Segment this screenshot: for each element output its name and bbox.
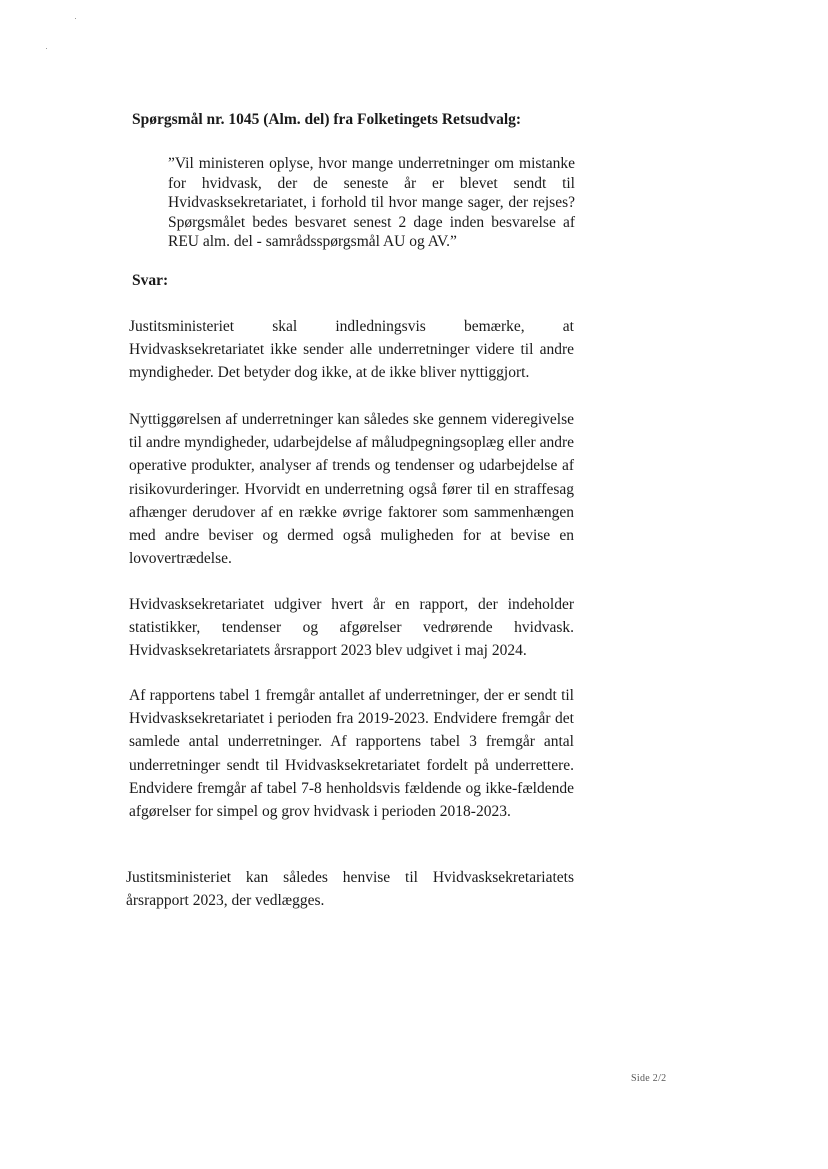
answer-paragraph: Hvidvasksekretariatet udgiver hvert år en rapport, der indeholder statistikker, tendenser og afgørelser vedrørende hvidvask. Hvidvasksekretariatets årsrapport 2023 blev udgivet i maj 2024. bbox=[129, 596, 574, 660]
answer-label: Svar: bbox=[132, 272, 169, 289]
page-number: Side 2/2 bbox=[631, 1073, 667, 1084]
answer-paragraph: Justitsministeriet kan således henvise til Hvidvasksekretariatets årsrapport 2023, der vedlægges. bbox=[126, 869, 574, 910]
answer-paragraph: Af rapportens tabel 1 fremgår antallet af underretninger, der er sendt til Hvidvasksekretariatet i perioden fra 2019-2023. Endvidere fremgår det samlede antal underretninger. Af rapportens tabel 3 fremgår antal underretninger sendt til Hvidvasksekretariatet fordelt på underrettere. Endvidere fremgår af tabel 7-8 henholdsvis fældende og ikke-fældende afgørelser for simpel og grov hvidvask i perioden 2018-2023. bbox=[129, 687, 574, 821]
scan-speck bbox=[46, 48, 47, 49]
answer-paragraph: Justitsministeriet skal indledningsvis bemærke, at Hvidvasksekretariatet ikke sender alle underretninger videre til andre myndigheder. Det betyder dog ikke, at de ikke bliver nyttiggjort. bbox=[129, 318, 574, 382]
answer-paragraph: Nyttiggørelsen af underretninger kan således ske gennem videregivelse til andre myndigheder, udarbejdelse af måludpegningsoplæg eller andre operative produkter, analyser af trends og tendenser og udarbejdelse af risikovurderinger. Hvorvidt en underretning også fører til en straffesag afhænger derudover af en række øvrige faktorer som sammenhængen med andre beviser og dermed også muligheden for at bevise en lovovertrædelse. bbox=[129, 411, 574, 568]
question-heading: Spørgsmål nr. 1045 (Alm. del) fra Folketingets Retsudvalg: bbox=[132, 111, 522, 128]
question-quote: ”Vil ministeren oplyse, hvor mange underretninger om mistanke for hvidvask, der de seneste år er blevet sendt til Hvidvasksekretariatet, i forhold til hvor mange sager, der rejses? Spørgsmålet bedes besvaret senest 2 dage inden besvarelse af REU alm. del - samrådsspørgsmål AU og AV.” bbox=[168, 155, 575, 251]
scan-speck bbox=[75, 18, 76, 19]
